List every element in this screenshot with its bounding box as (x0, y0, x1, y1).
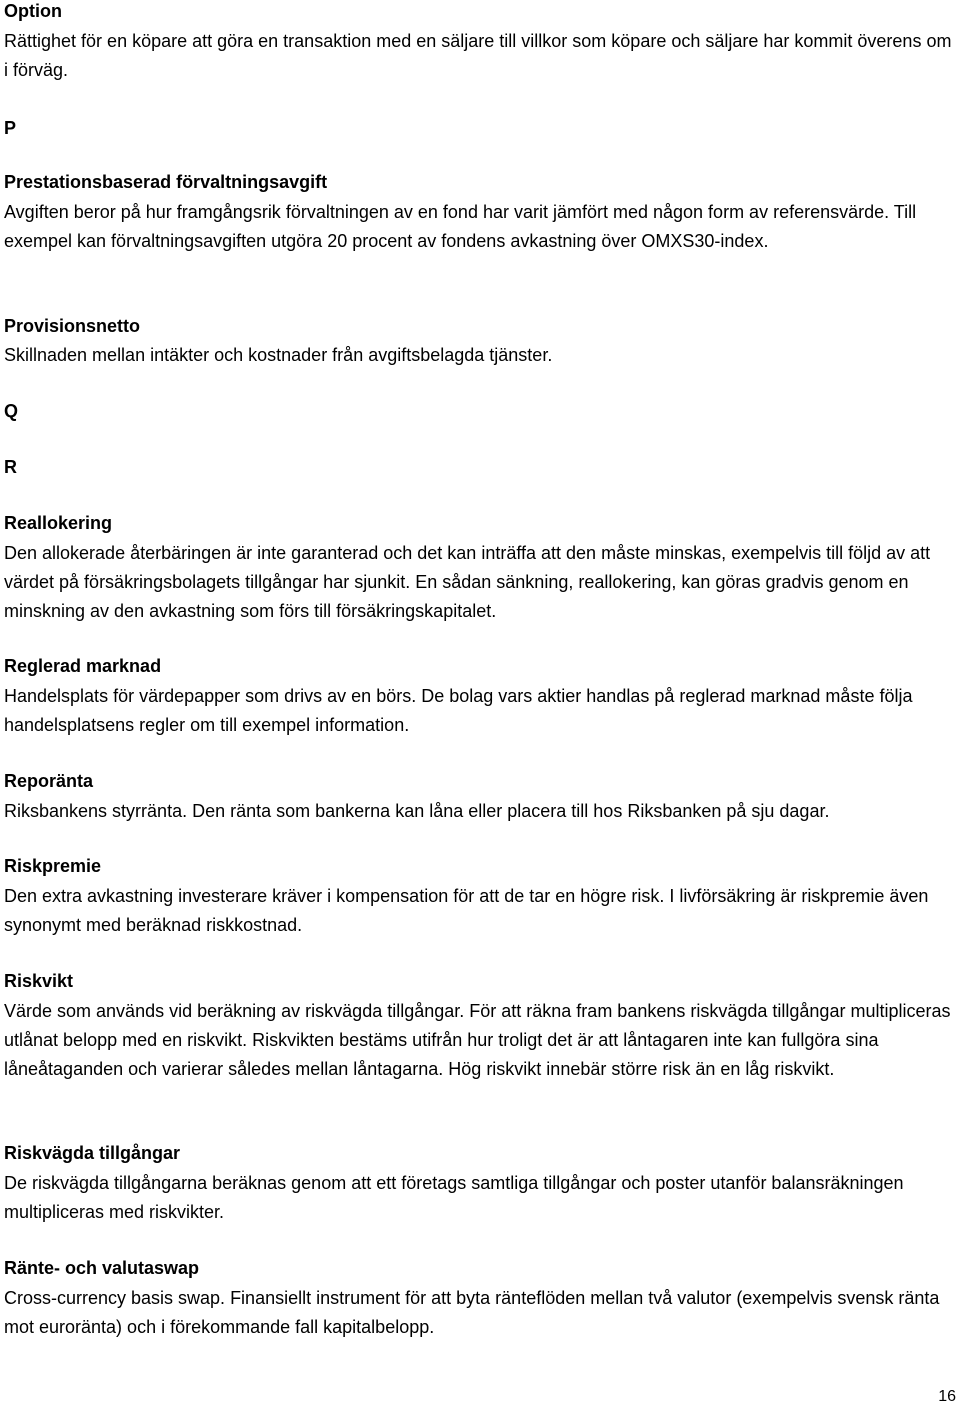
letter-heading-q: Q (4, 401, 19, 421)
letter-heading-r: R (4, 457, 17, 477)
definition-provisionsnetto: Skillnaden mellan intäkter och kostnader från avgiftsbelagda tjänster. (4, 345, 553, 365)
term-reallokering: Reallokering (4, 513, 113, 533)
letter-heading-p: P (4, 118, 17, 138)
term-reglerad-marknad: Reglerad marknad (4, 656, 162, 676)
term-prestationsbaserad-forvaltningsavgift: Prestationsbaserad förvaltningsavgift (4, 172, 328, 192)
definition-riskvagda-tillgangar: De riskvägda tillgångarna beräknas genom att ett företags samtliga tillgångar och poster utanför balansräkningen multipliceras med riskvikter. (4, 1173, 904, 1222)
definition-option: Rättighet för en köpare att göra en transaktion med en säljare till villkor som köpare och säljare har kommit överens om i förväg. (4, 31, 952, 80)
definition-rante-och-valutaswap: Cross-currency basis swap. Finansiellt instrument för att byta ränteflöden mellan två valutor (exempelvis svensk ränta mot euroränta) och i förekommande fall kapitalbelopp. (4, 1288, 940, 1337)
term-rante-och-valutaswap: Ränte- och valutaswap (4, 1258, 200, 1278)
term-riskvagda-tillgangar: Riskvägda tillgångar (4, 1143, 181, 1163)
term-reporanta: Reporänta (4, 771, 94, 791)
page-number: 16 (938, 1388, 956, 1405)
definition-reporanta: Riksbankens styrränta. Den ränta som bankerna kan låna eller placera till hos Riksbanken på sju dagar. (4, 801, 830, 821)
definition-riskpremie: Den extra avkastning investerare kräver i kompensation för att de tar en högre risk. I livförsäkring är riskpremie även synonymt med beräknad riskkostnad. (4, 886, 929, 935)
definition-prestationsbaserad-forvaltningsavgift: Avgiften beror på hur framgångsrik förvaltningen av en fond har varit jämfört med någon form av referensvärde. Till exempel kan förvaltningsavgiften utgöra 20 procent av fondens avkastning över OMXS30-index. (4, 202, 917, 251)
definition-reglerad-marknad: Handelsplats för värdepapper som drivs av en börs. De bolag vars aktier handlas på reglerad marknad måste följa handelsplatsens regler om till exempel information. (4, 686, 913, 735)
term-riskvikt: Riskvikt (4, 971, 74, 991)
definition-reallokering: Den allokerade återbäringen är inte garanterad och det kan inträffa att den måste minskas, exempelvis till följd av att värdet på försäkringsbolagets tillgångar har sjunkit. En sådan sänkning, reallokering, kan göras gradvis genom en minskning av den avkastning som förs till försäkringskapitalet. (4, 543, 931, 621)
definition-riskvikt: Värde som används vid beräkning av riskvägda tillgångar. För att räkna fram bankens riskvägda tillgångar multipliceras utlånat belopp med en riskvikt. Riskvikten bestäms utifrån hur troligt det är att låntagaren inte kan fullgöra sina låneåtaganden och varierar således mellan låntagarna. Hög riskvikt innebär större risk än en låg riskvikt. (4, 1001, 951, 1079)
term-option: Option (4, 1, 62, 21)
term-provisionsnetto: Provisionsnetto (4, 316, 141, 336)
term-riskpremie: Riskpremie (4, 856, 102, 876)
